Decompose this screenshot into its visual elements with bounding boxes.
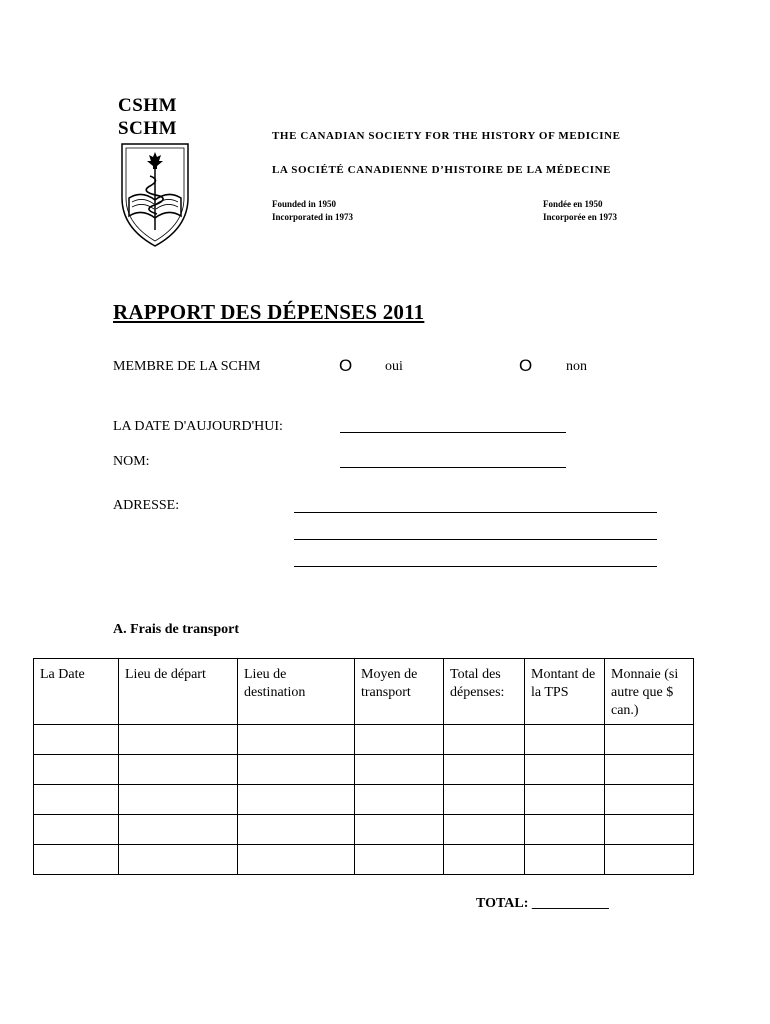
table-cell[interactable]	[34, 725, 119, 755]
table-cell[interactable]	[444, 725, 525, 755]
table-cell[interactable]	[355, 785, 444, 815]
table-cell[interactable]	[444, 815, 525, 845]
society-logo	[112, 94, 198, 250]
address-field-line-2[interactable]	[294, 539, 657, 540]
address-field-line-1[interactable]	[294, 512, 657, 513]
table-cell[interactable]	[119, 815, 238, 845]
table-cell[interactable]	[119, 785, 238, 815]
column-header-destination: Lieu de destination	[238, 659, 355, 725]
table-cell[interactable]	[525, 725, 605, 755]
table-cell[interactable]	[355, 845, 444, 875]
table-cell[interactable]	[605, 845, 694, 875]
table-header-row	[34, 659, 694, 725]
incorporated-english: Incorporated in 1973	[272, 212, 353, 222]
founding-info-french	[543, 198, 617, 224]
date-field[interactable]	[340, 432, 566, 433]
table-cell[interactable]	[119, 845, 238, 875]
address-field-line-3[interactable]	[294, 566, 657, 567]
name-label: NOM:	[113, 454, 150, 469]
table-cell[interactable]	[34, 815, 119, 845]
table-cell[interactable]	[34, 785, 119, 815]
table-cell[interactable]	[605, 755, 694, 785]
name-field[interactable]	[340, 467, 566, 468]
table-cell[interactable]	[355, 755, 444, 785]
logo-text-schm: SCHM	[118, 118, 177, 139]
table-cell[interactable]	[238, 815, 355, 845]
column-header-gst-amount: Montant de la TPS	[525, 659, 605, 725]
non-radio[interactable]: O	[519, 356, 533, 375]
column-header-total-expenses: Total des dépenses:	[444, 659, 525, 725]
table-cell[interactable]	[238, 785, 355, 815]
table-cell[interactable]	[605, 815, 694, 845]
page-title: RAPPORT DES DÉPENSES 2011	[113, 300, 425, 324]
founding-info-english	[272, 198, 353, 224]
table-cell[interactable]	[355, 725, 444, 755]
table-cell[interactable]	[605, 785, 694, 815]
founded-french: Fondée en 1950	[543, 199, 603, 209]
table-cell[interactable]	[238, 845, 355, 875]
member-label: MEMBRE DE LA SCHM	[113, 359, 261, 374]
oui-label: oui	[385, 359, 403, 374]
table-cell[interactable]	[525, 815, 605, 845]
table-cell[interactable]	[238, 725, 355, 755]
table-cell[interactable]	[444, 845, 525, 875]
address-label: ADRESSE:	[113, 498, 180, 513]
date-label: LA DATE D'AUJOURD'HUI:	[113, 419, 283, 434]
column-header-departure: Lieu de départ	[119, 659, 238, 725]
total-field[interactable]: TOTAL: ___________	[476, 896, 609, 911]
oui-radio[interactable]: O	[339, 356, 353, 375]
column-header-transport-mode: Moyen de transport	[355, 659, 444, 725]
logo-text-cshm: CSHM	[118, 95, 177, 116]
founded-english: Founded in 1950	[272, 199, 337, 209]
column-header-date: La Date	[34, 659, 119, 725]
table-row	[34, 815, 694, 845]
table-cell[interactable]	[34, 755, 119, 785]
table-row	[34, 785, 694, 815]
table-row	[34, 725, 694, 755]
table-row	[34, 845, 694, 875]
table-cell[interactable]	[444, 755, 525, 785]
table-cell[interactable]	[525, 845, 605, 875]
society-name-english: THE CANADIAN SOCIETY FOR THE HISTORY OF MEDICINE	[272, 130, 621, 142]
table-cell[interactable]	[34, 845, 119, 875]
table-cell[interactable]	[525, 785, 605, 815]
table-cell[interactable]	[605, 725, 694, 755]
non-label: non	[566, 359, 587, 374]
column-header-currency: Monnaie (si autre que $ can.)	[605, 659, 694, 725]
table-cell[interactable]	[119, 725, 238, 755]
transport-expenses-table	[33, 658, 694, 875]
table-cell[interactable]	[119, 755, 238, 785]
incorporated-french: Incorporée en 1973	[543, 212, 617, 222]
society-name-french: LA SOCIÉTÉ CANADIENNE D’HISTOIRE DE LA MÉDECINE	[272, 164, 612, 176]
table-cell[interactable]	[355, 815, 444, 845]
section-a-title: A. Frais de transport	[113, 622, 239, 637]
table-cell[interactable]	[525, 755, 605, 785]
table-row	[34, 755, 694, 785]
table-cell[interactable]	[238, 755, 355, 785]
table-cell[interactable]	[444, 785, 525, 815]
crest-icon	[112, 140, 198, 250]
